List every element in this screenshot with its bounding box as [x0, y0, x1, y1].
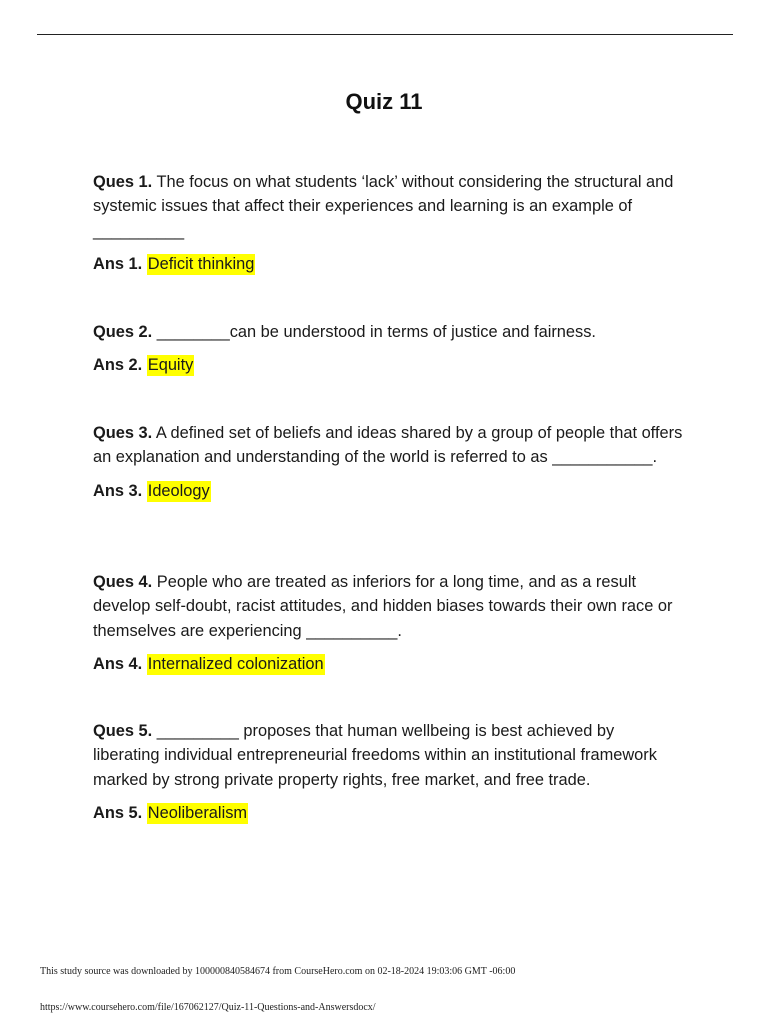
question-2	[93, 320, 683, 344]
header-rule	[37, 34, 733, 35]
qa-block-3	[93, 421, 683, 503]
page-title: Quiz 11	[345, 89, 423, 114]
question-text: ________can be understood in terms of justice and fairness.	[156, 323, 596, 341]
answer-highlight: Internalized colonization	[147, 654, 324, 673]
question-label: Ques 5.	[93, 722, 153, 740]
answer-label: Ans 5.	[93, 803, 143, 822]
answer-3	[93, 479, 683, 503]
answer-highlight: Neoliberalism	[147, 803, 248, 822]
answer-highlight: Equity	[147, 356, 194, 375]
question-3	[93, 421, 683, 470]
qa-block-5	[93, 719, 683, 825]
download-source-notice: This study source was downloaded by 100000840584674 from CourseHero.com on 02-18-2024 19:03:06 GMT -06:00	[40, 966, 516, 977]
answer-label: Ans 4.	[93, 654, 143, 673]
answer-label: Ans 3.	[93, 481, 143, 500]
question-label: Ques 3.	[93, 424, 153, 442]
answer-highlight: Ideology	[147, 481, 210, 500]
question-text: A defined set of beliefs and ideas shared by a group of people that offers an explanation and understanding of the world is referred to as ___________.	[93, 424, 683, 467]
answer-label: Ans 1.	[93, 254, 143, 273]
question-label: Ques 2.	[93, 323, 153, 341]
question-text: People who are treated as inferiors for a long time, and as a result develop self-doubt, racist attitudes, and hidden biases towards their own race or themselves are experiencing __________.	[93, 573, 673, 640]
question-label: Ques 1.	[93, 173, 153, 191]
answer-2	[93, 353, 683, 377]
qa-block-1	[93, 170, 683, 276]
answer-highlight: Deficit thinking	[147, 254, 255, 273]
qa-block-2	[93, 320, 683, 377]
question-text: _________ proposes that human wellbeing is best achieved by liberating individual entrepreneurial freedoms within an institutional framework marked by strong private property rights, free market, and free trade.	[93, 722, 657, 789]
answer-5	[93, 801, 683, 825]
question-label: Ques 4.	[93, 573, 153, 591]
qa-block-4	[93, 570, 683, 676]
answer-4	[93, 652, 683, 676]
question-5	[93, 719, 683, 792]
source-url[interactable]: https://www.coursehero.com/file/167062127/Quiz-11-Questions-and-Answersdocx/	[40, 1002, 376, 1013]
answer-label: Ans 2.	[93, 356, 143, 375]
question-1	[93, 170, 683, 243]
answer-1	[93, 252, 683, 276]
question-text: The focus on what students ‘lack’ without considering the structural and systemic issues that affect their experiences and learning is an example of __________	[93, 173, 674, 240]
question-4	[93, 570, 683, 643]
